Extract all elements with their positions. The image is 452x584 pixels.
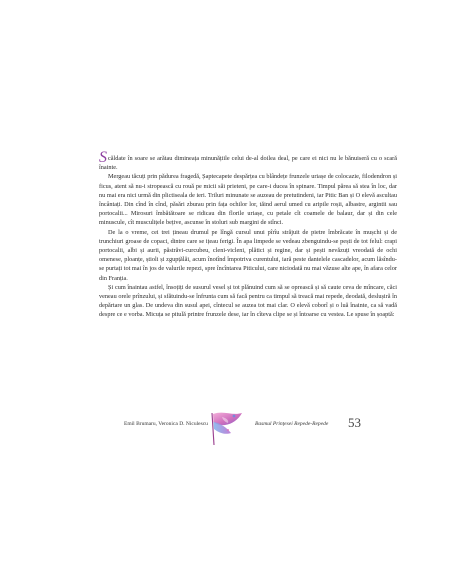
page-body-text (99, 149, 397, 320)
footer-book-title: Basmul Prințesei Repede-Repede (255, 421, 329, 427)
page-number: 53 (348, 415, 361, 430)
paragraph-4: Și cum înaintau astfel, însoțiți de susurul vesel și tot plănuind cum să se oprească și să caute ceva de mîncare, căci veneau orele prînzului, și sfătuindu-se înfrunta cum să facă pentru ca timpul să treacă mai repede, deodată, deslușiră în depărtare un glas. De undeva din susul apei, cîntecul se auzea tot mai clar. O elevă coborî și o luă înainte, ca să vadă despre ce e vorba. Micuța se pitulă printre frunzele dese, iar în cîteva clipe se și întoarse cu vestea. Le spuse în șoaptă: (99, 283, 397, 319)
paragraph-3: De la o vreme, cei trei țineau drumul pe lîngă cursul unui pîrîu străjuit de pietre îmbrăcate în mușchi și de trunchiuri groase de copaci, dintre care se ițeau ferigi. În apa limpede se vedeau zbenguindu-se pești de tot felul: crapi portocalii, albi și aurii, păstrăvi-curcubeu, cleni-vicleni, plătici și regine, dar și pești nevăzuți vreodată de ochi omenese, ploanțe, știoli și zgupțălăi, acum înotînd împotriva curentului, iară peste dantelele cascadelor, acum lăsîndu-se purtați tot mai în jos de valurile repezi, spre încîntarea Piticului, care niciodată nu mai văzuse alte ape, în afara celor din Franția. (99, 228, 397, 282)
paragraph-1-text: căldate în soare se arătau dimineața minunățiile celui de-al doilea deal, pe care ei nici nu le bănuiseră cu o scară înainte. (99, 155, 397, 172)
drop-cap-letter: S (99, 149, 107, 166)
page-footer (0, 408, 452, 448)
butterfly-flag-emblem-icon (198, 408, 250, 446)
paragraph-1 (99, 149, 397, 172)
footer-authors: Emil Brumaru, Veronica D. Niculescu (124, 421, 208, 427)
paragraph-2: Mergeau tăcuți prin pădurea fragedă, Șaptecapete despărțea cu blândețe frunzele uriașe de colocazie, filodendron și ficus, atent să nu-i stropească cu rouă pe micii săi prieteni, pe care-i ducea în spinare. Timpul părea să stea în loc, dar nu mai era nici urmă din plictiseala de ieri. Triluri minunate se auzeau de pretutindeni, iar Pitic Ban și O elevă ascultau încântați. Din cînd în cînd, păsări zburau prin fața ochilor lor, tăind aerul umed cu aripile roșii, albastre, argintii sau portocalii... Mirosuri îmbătătoare se ridicau din florile uriașe, cu petale cît coamele de balaur, dar și din cele minuscule, cît musculițele bețive, ascunse în stoluri sub margini de stînci. (99, 173, 397, 227)
